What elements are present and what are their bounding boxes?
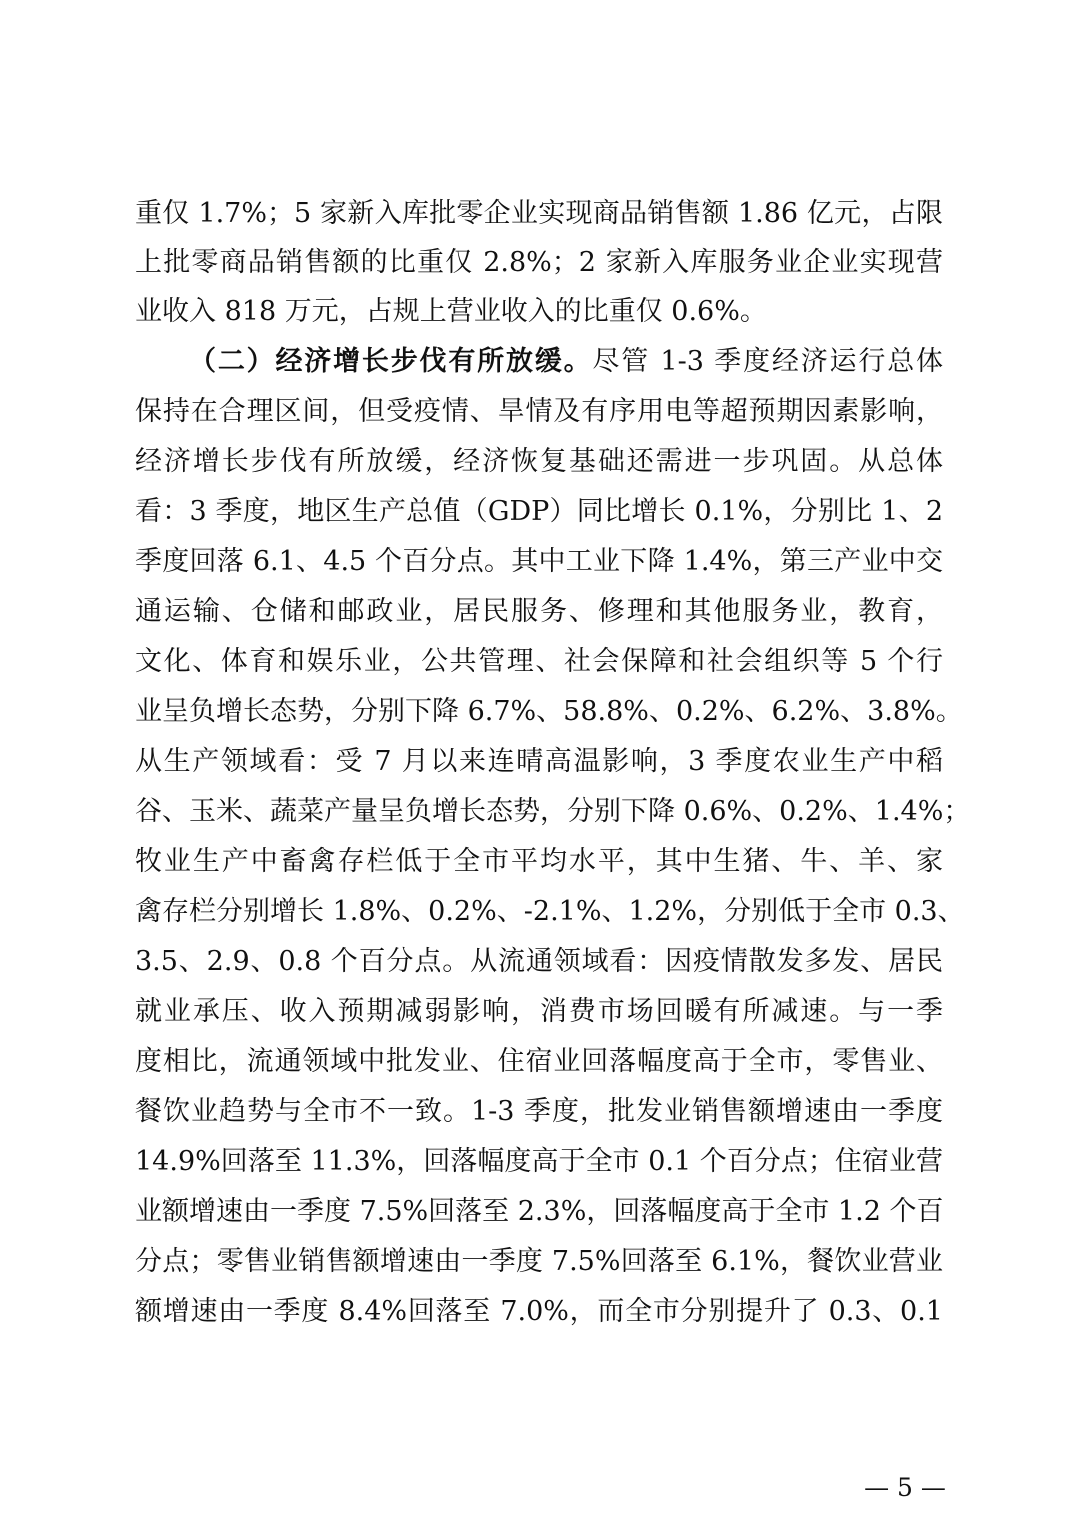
paragraph-line: 经济增长步伐有所放缓，经济恢复基础还需进一步巩固。从总体 [135,446,943,477]
paragraph-line: 业额增速由一季度 7.5%回落至 2.3%，回落幅度高于全市 1.2 个百 [135,1196,944,1227]
paragraph-line: 就业承压、收入预期减弱影响，消费市场回暖有所减速。与一季 [135,996,943,1027]
paragraph-line: 重仅 1.7%；5 家新入库批零企业实现商品销售额 1.86 亿元，占限 [135,198,943,229]
paragraph-line: 看：3 季度，地区生产总值（GDP）同比增长 0.1%，分别比 1、2 [135,496,943,527]
paragraph-line: 从生产领域看：受 7 月以来连晴高温影响，3 季度农业生产中稻 [135,746,943,777]
paragraph-line: 业呈负增长态势，分别下降 6.7%、58.8%、0.2%、6.2%、3.8%。 [135,696,963,727]
paragraph-line: 分点；零售业销售额增速由一季度 7.5%回落至 6.1%，餐饮业营业 [135,1246,943,1277]
heading-line-text: 尽管 1-3 季度经济运行总体 [592,346,944,377]
section-heading-line [189,337,943,387]
section-heading: （二）经济增长步伐有所放缓。 [189,346,593,377]
paragraph-line: 文化、体育和娱乐业，公共管理、社会保障和社会组织等 5 个行 [135,646,943,677]
paragraph-line: 额增速由一季度 8.4%回落至 7.0%，而全市分别提升了 0.3、0.1 [135,1296,943,1327]
paragraph-line: 上批零商品销售额的比重仅 2.8%；2 家新入库服务业企业实现营 [135,247,943,278]
paragraph-line: 通运输、仓储和邮政业，居民服务、修理和其他服务业，教育， [135,596,943,627]
paragraph-line: 牧业生产中畜禽存栏低于全市平均水平，其中生猪、牛、羊、家 [135,846,943,877]
paragraph-line: 业收入 818 万元，占规上营业收入的比重仅 0.6%。 [135,296,767,327]
paragraph-line: 餐饮业趋势与全市不一致。1-3 季度，批发业销售额增速由一季度 [135,1096,943,1127]
paragraph-line: 禽存栏分别增长 1.8%、0.2%、-2.1%、1.2%，分别低于全市 0.3、 [135,896,965,927]
paragraph-line: 3.5、2.9、0.8 个百分点。从流通领域看：因疫情散发多发、居民 [135,946,943,977]
paragraph-line: 谷、玉米、蔬菜产量呈负增长态势，分别下降 0.6%、0.2%、1.4%； [135,796,971,827]
paragraph-line: 保持在合理区间，但受疫情、旱情及有序用电等超预期因素影响， [135,396,943,427]
paragraph-line: 季度回落 6.1、4.5 个百分点。其中工业下降 1.4%，第三产业中交 [135,546,943,577]
paragraph-line: 度相比，流通领域中批发业、住宿业回落幅度高于全市，零售业、 [135,1046,943,1077]
page-number: — 5 — [864,1473,946,1502]
paragraph-line: 14.9%回落至 11.3%，回落幅度高于全市 0.1 个百分点；住宿业营 [135,1146,943,1177]
